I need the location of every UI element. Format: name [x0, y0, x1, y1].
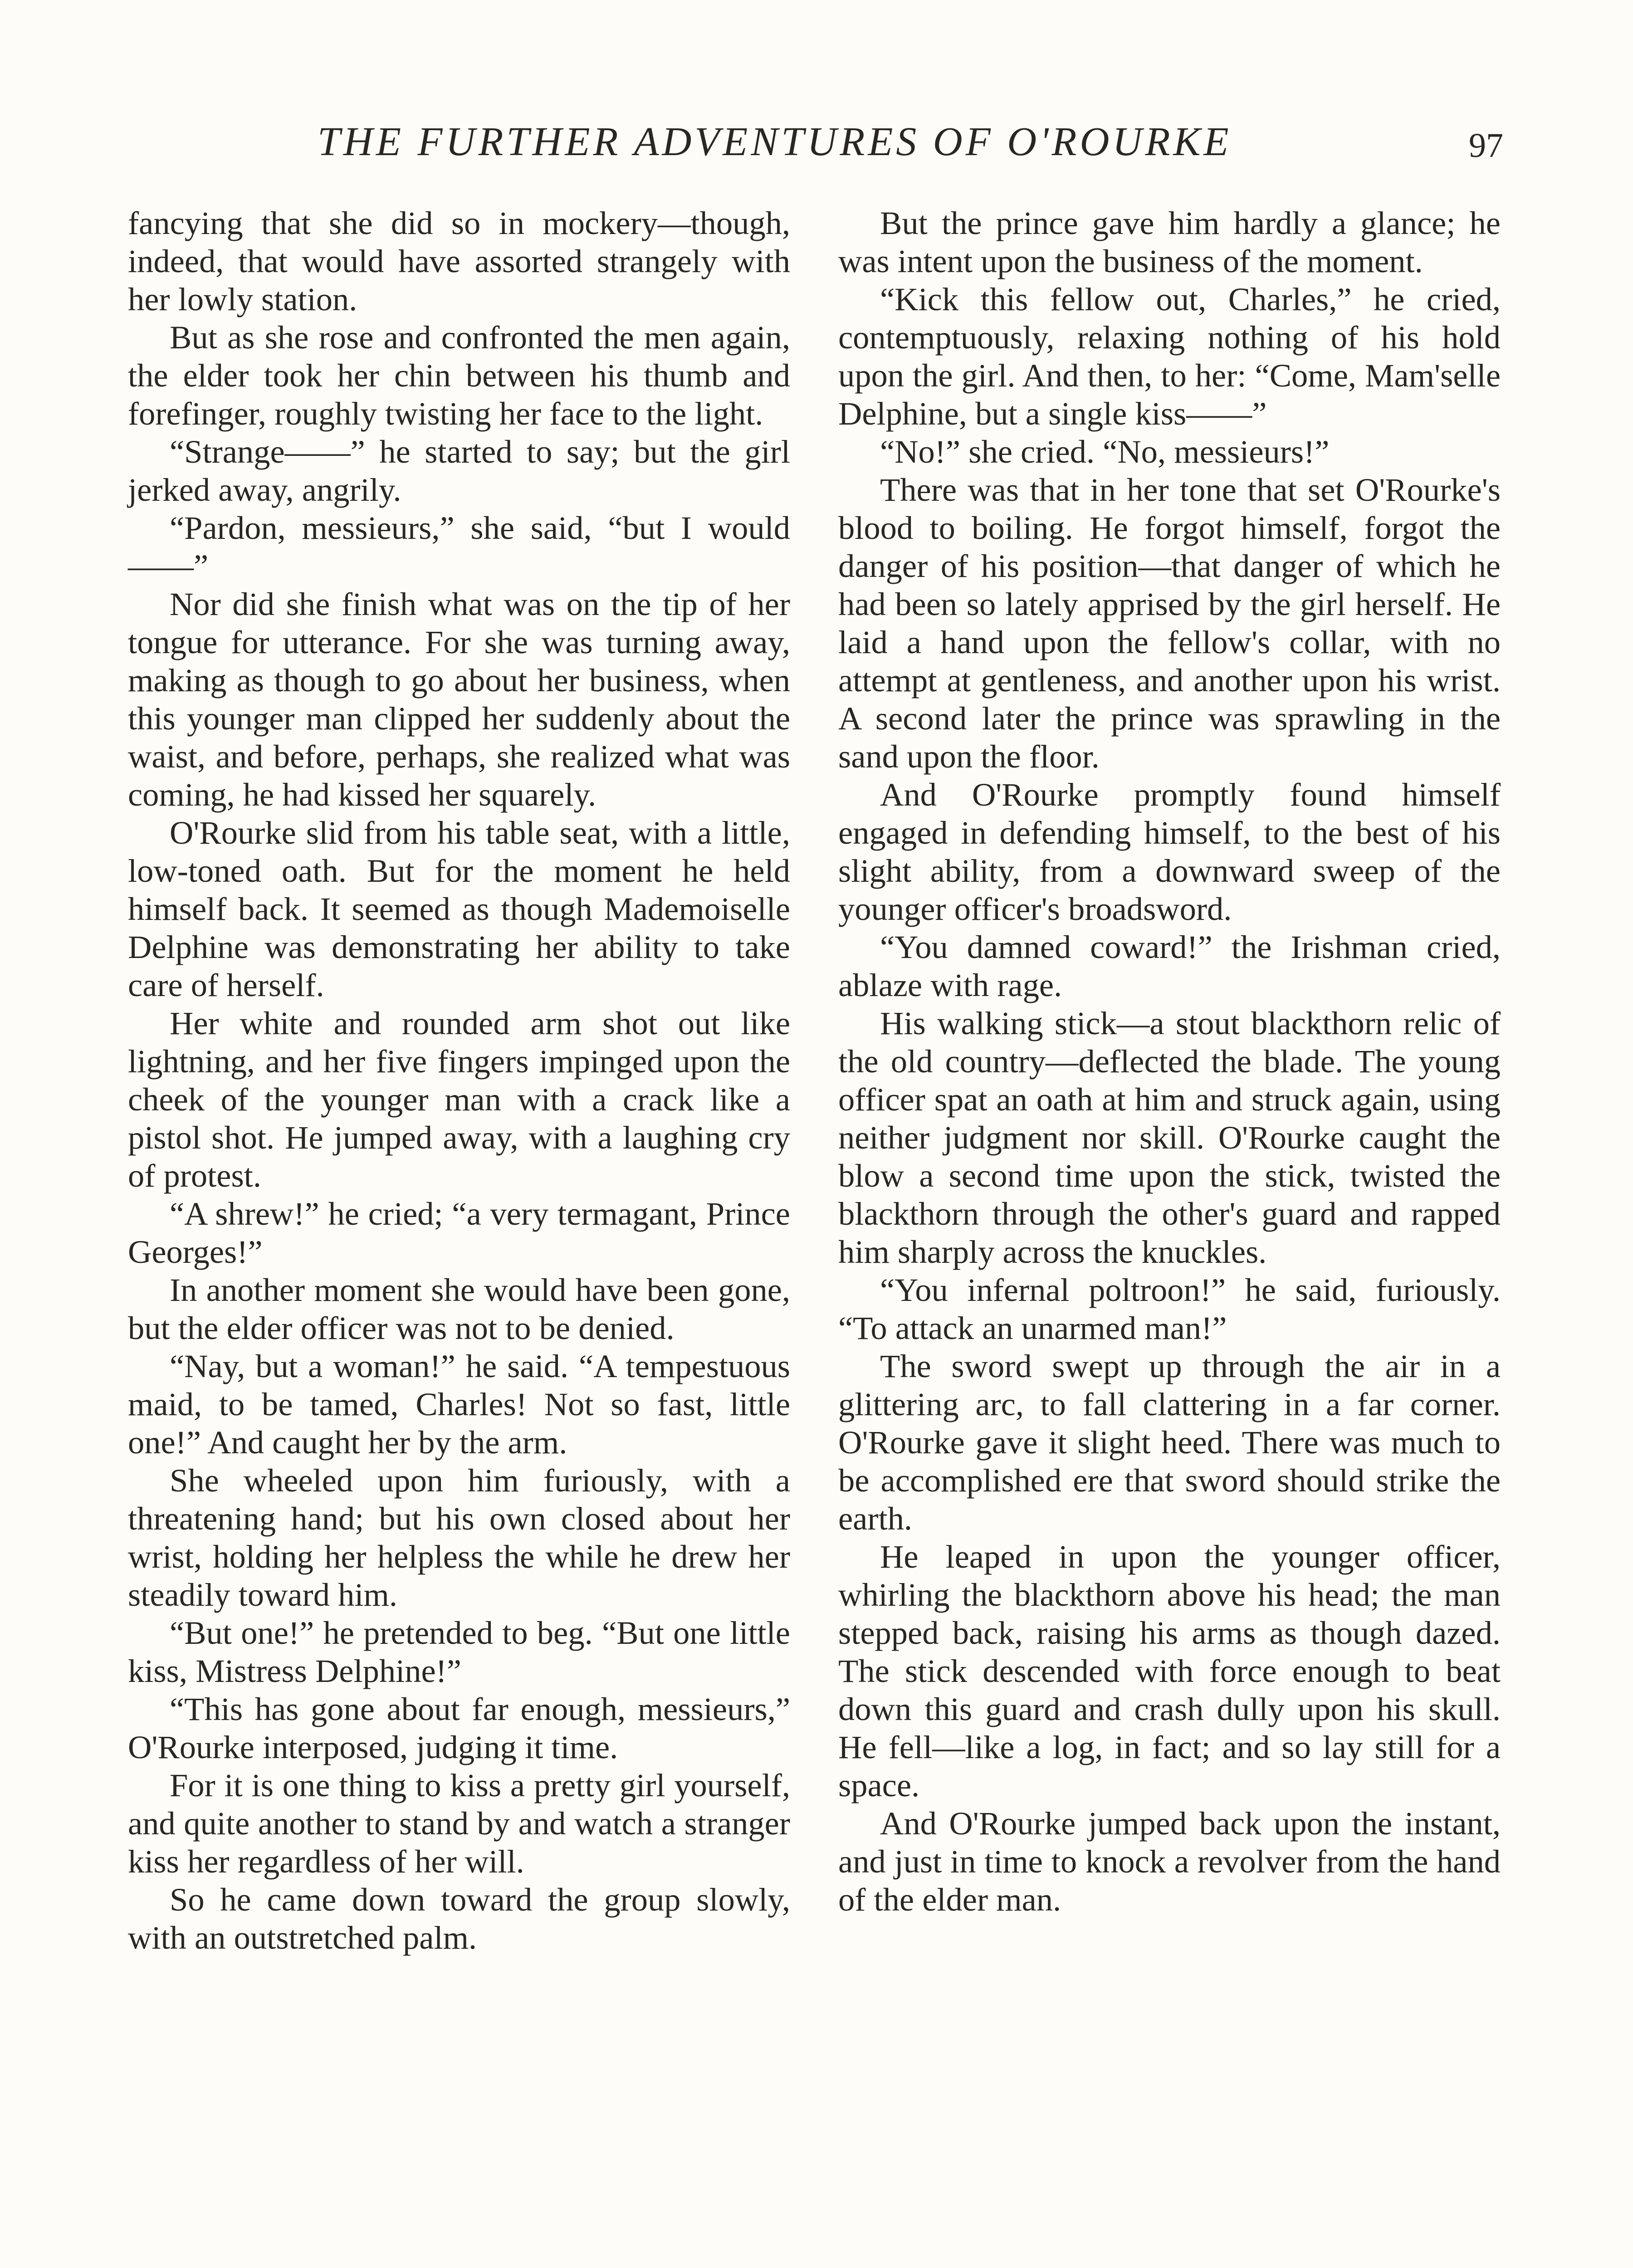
paragraph: “A shrew!” he cried; “a very termagant, Prince Georges!” [128, 1195, 790, 1270]
paragraph: Her white and rounded arm shot out like lightning, and her five fingers impinged upon the cheek of the younger man with a crack like a pistol shot. He jumped away, with a laughing cry of protest. [128, 1005, 790, 1194]
left-column [128, 204, 790, 1957]
paragraph: He leaped in upon the younger officer, whirling the blackthorn above his head; the man stepped back, raising his arms as though dazed. The stick descended with force enough to beat down this guard and crash dully upon his skull. He fell—like a log, in fact; and so lay still for a space. [838, 1538, 1501, 1804]
paragraph: And O'Rourke jumped back upon the instant, and just in time to knock a revolver from the hand of the elder man. [838, 1805, 1501, 1918]
paragraph: “You damned coward!” the Irishman cried, ablaze with rage. [838, 929, 1501, 1003]
paragraph: O'Rourke slid from his table seat, with a little, low-toned oath. But for the moment he held himself back. It seemed as though Mademoiselle Delphine was demonstrating her ability to take care of herself. [128, 814, 790, 1003]
page-number: 97 [1469, 127, 1503, 165]
paragraph: The sword swept up through the air in a glittering arc, to fall clattering in a far corner. O'Rourke gave it slight heed. There was much to be accomplished ere that sword should strike the earth. [838, 1348, 1501, 1537]
paragraph: “Nay, but a woman!” he said. “A tempestuous maid, to be tamed, Charles! Not so fast, little one!” And caught her by the arm. [128, 1348, 790, 1461]
paragraph: But as she rose and confronted the men again, the elder took her chin between his thumb and forefinger, roughly twisting her face to the light. [128, 319, 790, 432]
paragraph: For it is one thing to kiss a pretty girl yourself, and quite another to stand by and watch a stranger kiss her regardless of her will. [128, 1767, 790, 1880]
paragraph: “Pardon, messieurs,” she said, “but I would——” [128, 509, 790, 584]
paragraph: So he came down toward the group slowly, with an outstretched palm. [128, 1881, 790, 1956]
running-title: THE FURTHER ADVENTURES OF O'ROURKE [318, 119, 1232, 164]
paragraph: “But one!” he pretended to beg. “But one little kiss, Mistress Delphine!” [128, 1614, 790, 1689]
paragraph: “You infernal poltroon!” he said, furiously. “To attack an unarmed man!” [838, 1271, 1501, 1346]
paragraph: But the prince gave him hardly a glance; he was intent upon the business of the moment. [838, 205, 1501, 279]
paragraph: His walking stick—a stout blackthorn relic of the old country—deflected the blade. The young officer spat an oath at him and struck again, using neither judgment nor skill. O'Rourke caught the blow a second time upon the stick, twisted the blackthorn through the other's guard and rapped him sharply across the knuckles. [838, 1005, 1501, 1270]
running-header [0, 117, 1633, 167]
paragraph: There was that in her tone that set O'Rourke's blood to boiling. He forgot himself, forgot the danger of his position—that danger of which he had been so lately apprised by the girl herself. He laid a hand upon the fellow's collar, with no attempt at gentleness, and another upon his wrist. A second later the prince was sprawling in the sand upon the floor. [838, 471, 1501, 775]
paragraph: fancying that she did so in mockery—though, indeed, that would have assorted strangely with her lowly station. [128, 205, 790, 318]
paragraph: Nor did she finish what was on the tip of her tongue for utterance. For she was turning away, making as though to go about her business, when this younger man clipped her suddenly about the waist, and before, perhaps, she realized what was coming, he had kissed her squarely. [128, 586, 790, 813]
paragraph: In another moment she would have been gone, but the elder officer was not to be denied. [128, 1271, 790, 1346]
right-column [838, 204, 1501, 1919]
paragraph: “Strange——” he started to say; but the girl jerked away, angrily. [128, 433, 790, 508]
paragraph: “This has gone about far enough, messieurs,” O'Rourke interposed, judging it time. [128, 1691, 790, 1765]
paragraph: She wheeled upon him furiously, with a threatening hand; but his own closed about her wrist, holding her helpless the while he drew her steadily toward him. [128, 1462, 790, 1613]
paragraph: “No!” she cried. “No, messieurs!” [880, 433, 1330, 470]
paragraph: And O'Rourke promptly found himself engaged in defending himself, to the best of his slight ability, from a downward sweep of the younger officer's broadsword. [838, 776, 1501, 927]
paragraph: “Kick this fellow out, Charles,” he cried, contemptuously, relaxing nothing of his hold upon the girl. And then, to her: “Come, Mam'selle Delphine, but a single kiss——” [838, 281, 1501, 432]
